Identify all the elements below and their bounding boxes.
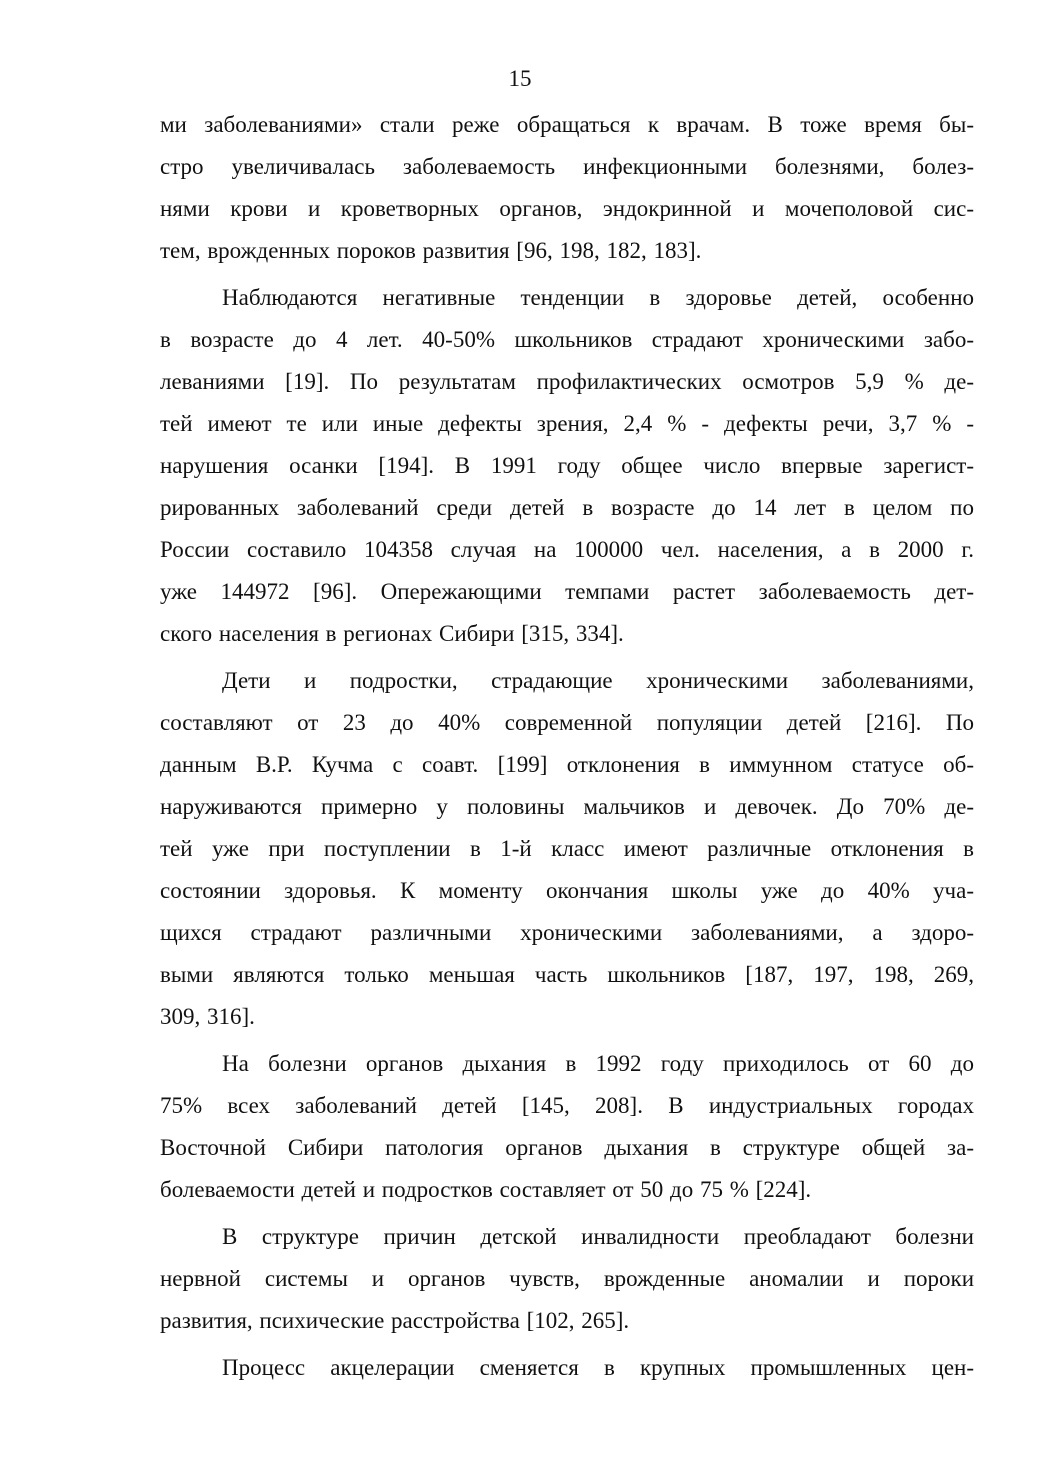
text-line: Дети и подростки, страдающие хроническими заболеваниями, [222, 668, 974, 693]
body-text [160, 104, 974, 1389]
text-line: выми являются только меньшая часть школьников [187, 197, 198, 269, [160, 962, 974, 987]
text-line: В структуре причин детской инвалидности преобладают болезни [222, 1224, 974, 1249]
page-number: 15 [508, 66, 532, 91]
paragraph-4 [160, 1043, 974, 1211]
text-line: нервной системы и органов чувств, врожденные аномалии и пороки [160, 1266, 974, 1291]
text-line: России составило 104358 случая на 100000 чел. населения, а в 2000 г. [160, 537, 974, 562]
text-line: На болезни органов дыхания в 1992 году приходилось от 60 до [222, 1051, 974, 1076]
paragraph-5 [160, 1216, 974, 1342]
text-line: 75% всех заболеваний детей [145, 208]. В индустриальных городах [160, 1093, 974, 1118]
text-line: Процесс акцелерации сменяется в крупных промышленных цен- [222, 1355, 974, 1380]
text-line: в возрасте до 4 лет. 40-50% школьников страдают хроническими забо- [160, 327, 974, 352]
text-line: составляют от 23 до 40% современной популяции детей [216]. По [160, 710, 974, 735]
paragraph-1 [160, 104, 974, 272]
text-line: уже 144972 [96]. Опережающими темпами растет заболеваемость дет- [160, 579, 974, 604]
text-line: состоянии здоровья. К моменту окончания школы уже до 40% уча- [160, 878, 974, 903]
paragraph-6 [160, 1347, 974, 1389]
text-line: развития, психические расстройства [102, 265]. [160, 1308, 630, 1333]
text-line: тей имеют те или иные дефекты зрения, 2,4 % - дефекты речи, 3,7 % - [160, 411, 974, 436]
text-line: ми заболеваниями» стали реже обращаться к врачам. В тоже время бы- [160, 112, 974, 137]
text-line: стро увеличивалась заболеваемость инфекционными болезнями, болез- [160, 154, 974, 179]
text-line: Восточной Сибири патология органов дыхания в структуре общей за- [160, 1135, 974, 1160]
text-line: леваниями [19]. По результатам профилактических осмотров 5,9 % де- [160, 369, 974, 394]
text-line: данным В.Р. Кучма с соавт. [199] отклонения в иммунном статусе об- [160, 752, 974, 777]
text-line: болеваемости детей и подростков составляет от 50 до 75 % [224]. [160, 1177, 812, 1202]
text-line: 309, 316]. [160, 1004, 255, 1029]
text-line: тей уже при поступлении в 1-й класс имеют различные отклонения в [160, 836, 974, 861]
text-line: Наблюдаются негативные тенденции в здоровье детей, особенно [222, 285, 974, 310]
text-line: щихся страдают различными хроническими заболеваниями, а здоро- [160, 920, 974, 945]
text-line: тем, врожденных пороков развития [96, 198, 182, 183]. [160, 238, 702, 263]
text-line: нями крови и кроветворных органов, эндокринной и мочеполовой сис- [160, 196, 974, 221]
text-line: ского населения в регионах Сибири [315, 334]. [160, 621, 624, 646]
paragraph-3 [160, 660, 974, 1038]
text-line: рированных заболеваний среди детей в возрасте до 14 лет в целом по [160, 495, 974, 520]
text-line: нарушения осанки [194]. В 1991 году общее число впервые зарегист- [160, 453, 974, 478]
text-line: наруживаются примерно у половины мальчиков и девочек. До 70% де- [160, 794, 974, 819]
paragraph-2 [160, 277, 974, 655]
